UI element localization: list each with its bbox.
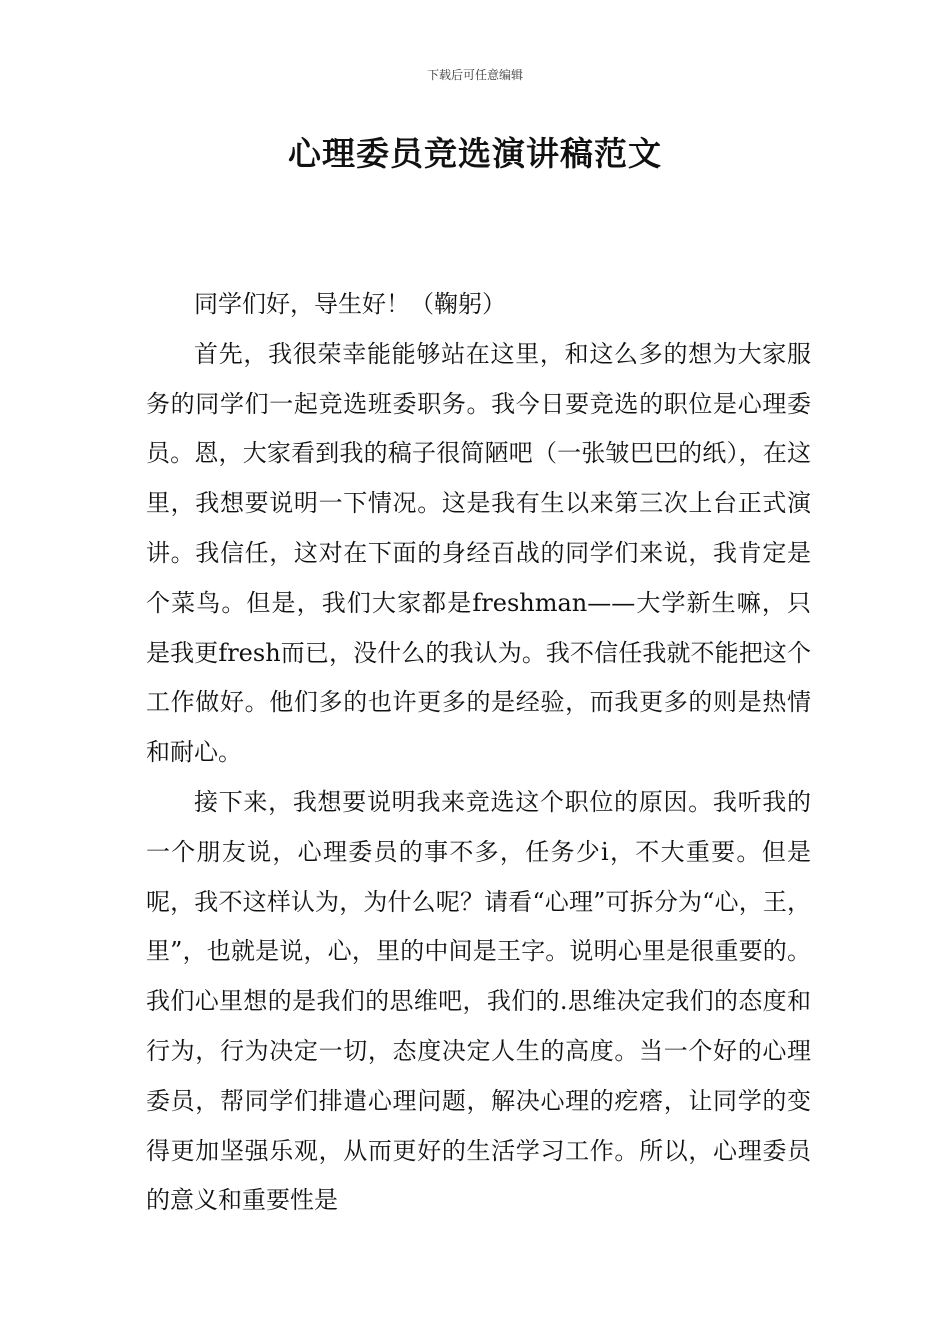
paragraph-introduction: 首先，我很荣幸能能够站在这里，和这么多的想为大家服务的同学们一起竞选班委职务。我今日要竞选的职位是心理委员。恩，大家看到我的稿子很简陋吧（一张皱巴巴的纸），在这里，我想要说明一下情况。这是我有生以来第三次上台正式演讲。我信任，这对在下面的身经百战的同学们来说，我肯定是个菜鸟。但是，我们大家都是freshman——大学新生嘛，只是我更fresh而已，没什么的我认为。我不信任我就不能把这个工作做好。他们多的也许更多的是经验，而我更多的则是热情和耐心。 [146,339,811,767]
paragraph-reason: 接下来，我想要说明我来竞选这个职位的原因。我听我的一个朋友说，心理委员的事不多，任务少i，不大重要。但是呢，我不这样认为，为什么呢？请看“心理”可拆分为“心，王，里”，也就是说，心，里的中间是王字。说明心里是很重要的。我们心里想的是我们的思维吧，我们的.思维决定我们的态度和行为，行为决定一切，态度决定人生的高度。当一个好的心理委员，帮同学们排遣心理问题，解决心理的疙瘩，让同学的变得更加坚强乐观，从而更好的生活学习工作。所以，心理委员的意义和重要性是 [146,787,811,1215]
header-note: 下载后可任意编辑 [426,68,523,82]
paragraph-greeting: 同学们好，导生好！（鞠躬） [194,290,506,318]
document-title: 心理委员竞选演讲稿范文 [288,134,662,173]
document-body [146,280,811,1226]
